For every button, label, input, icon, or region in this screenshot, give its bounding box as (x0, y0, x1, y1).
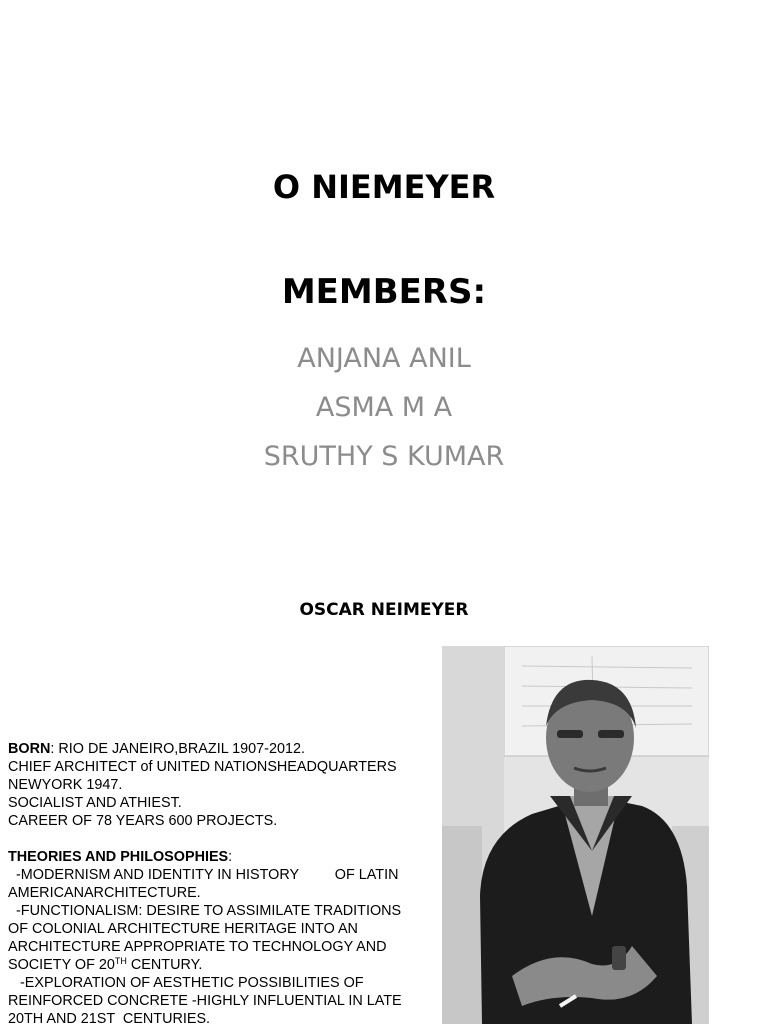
portrait-illustration (442, 646, 709, 1024)
member-name: ANJANA ANIL (297, 343, 471, 374)
theory-line: 20TH AND 21ST CENTURIES. (8, 1011, 211, 1027)
member-name: SRUTHY S KUMAR (263, 441, 505, 472)
member-name: ASMA M A (315, 392, 453, 423)
born-label: BORN (8, 741, 51, 757)
theory-line: REINFORCED CONCRETE -HIGHLY INFLUENTIAL IN LATE (8, 993, 402, 1009)
bio-line: CHIEF ARCHITECT of UNITED NATIONSHEADQUARTERS (8, 759, 397, 775)
century-text: SOCIETY OF 20 (8, 957, 115, 973)
theory-line: -EXPLORATION OF AESTHETIC POSSIBILITIES OF (8, 975, 364, 991)
bio-line: NEWYORK 1947. (8, 777, 123, 793)
theory-line: -MODERNISM AND IDENTITY IN HISTORY OF LATIN (8, 867, 399, 883)
bio-line: SOCIALIST AND ATHIEST. (8, 795, 182, 811)
spacer (8, 830, 433, 848)
theories-colon: : (228, 849, 233, 865)
biography-text (8, 740, 433, 1028)
theory-line: -FUNCTIONALISM: DESIRE TO ASSIMILATE TRADITIONS (8, 903, 402, 919)
born-value: : RIO DE JANEIRO,BRAZIL 1907-2012. (50, 741, 305, 757)
theories-label: THEORIES AND PHILOSOPHIES (8, 849, 229, 865)
members-list (0, 334, 768, 481)
ordinal-superscript: TH (114, 956, 127, 966)
century-suffix: CENTURY. (126, 957, 203, 973)
theory-line: OF COLONIAL ARCHITECTURE HERITAGE INTO AN (8, 921, 358, 937)
theory-line (8, 956, 433, 974)
theory-line: ARCHITECTURE APPROPRIATE TO TECHNOLOGY AND (8, 939, 387, 955)
members-heading: MEMBERS: (281, 272, 487, 312)
theory-line: AMERICANARCHITECTURE. (8, 885, 201, 901)
born-line (8, 740, 433, 758)
theories-line (8, 848, 433, 866)
portrait-photo (442, 646, 709, 1024)
slide-title: O NIEMEYER (272, 168, 496, 206)
bio-line: CAREER OF 78 YEARS 600 PROJECTS. (8, 813, 278, 829)
section-heading: OSCAR NEIMEYER (299, 600, 469, 620)
